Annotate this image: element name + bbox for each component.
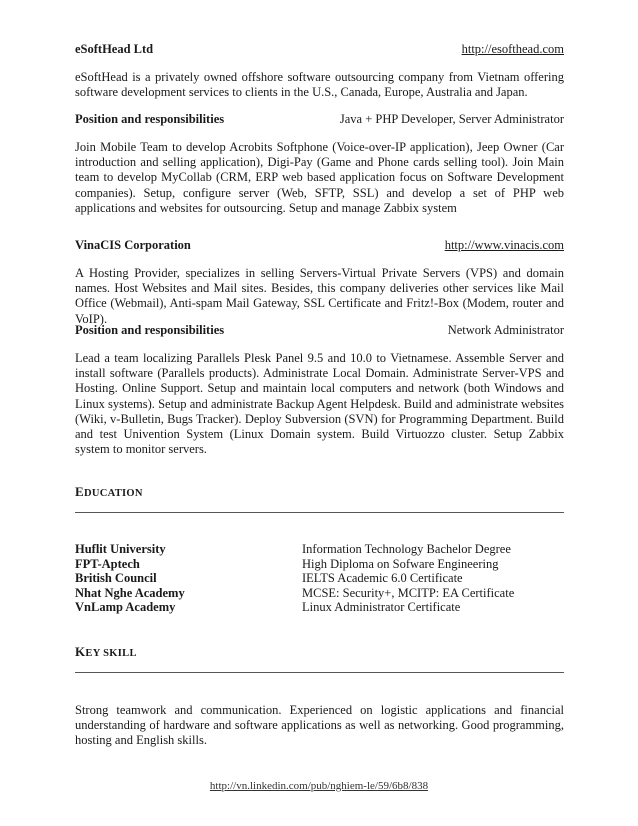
position-label: Position and responsibilities — [75, 112, 225, 126]
qualification: Linux Administrator Certificate — [302, 600, 461, 614]
company-description: A Hosting Provider, specializes in selling Servers-Virtual Private Servers (VPS) and domain names. Host Websites and Mail sites. Besides, this company deliveries other services like Mail Office (Webmail), Anti-spam Mail Gateway, SSL Certificate and Fritz!-Box (Modem, router and VoIP). — [75, 266, 564, 326]
footer — [0, 780, 638, 792]
company-name: VinaCIS Corporation — [75, 238, 191, 252]
qualification: High Diploma on Sofware Engineering — [302, 556, 499, 571]
section-title-initial: E — [75, 484, 84, 499]
section-title-rest: DUCATIO — [83, 488, 135, 499]
education-row — [75, 600, 514, 615]
company-description: eSoftHead is a privately owned offshore software outsourcing company from Vietnam offering software development services to clients in the U.S., Canada, Europe, Australia and Japan. — [75, 70, 564, 100]
education-row — [75, 557, 514, 572]
institution-name: VnLamp Academy — [75, 600, 176, 614]
section-title-initial: K — [75, 644, 86, 659]
education-row — [75, 571, 514, 586]
job-header-vinacis — [75, 238, 564, 253]
section-title-rest: EY SKILL — [85, 648, 137, 659]
position-row — [75, 112, 564, 127]
position-title: Network Administrator — [447, 323, 564, 337]
qualification: Information Technology Bachelor Degree — [302, 542, 511, 556]
responsibilities-text: Join Mobile Team to develop Acrobits Softphone (Voice-over-IP application), Jeep Owner (Car introduction and selling application), Digi-Pay (Game and Phone cards selling tool). Join Main team to develop MyCollab (CRM, ERP web based application focus on Software Development companies). Setup, configure server (Web, SFTP, SSL) and develop a set of PHP web applications and websites for outsourcing. Setup and manage Zabbix system — [75, 140, 564, 215]
company-link[interactable]: http://www.vinacis.com — [444, 238, 564, 252]
position-row — [75, 323, 564, 338]
position-label: Position and responsibilities — [75, 323, 225, 337]
responsibilities-text: Lead a team localizing Parallels Plesk Panel 9.5 and 10.0 to Vietnamese. Assemble Server and install software (Parallels products). Administrate Local Domain. Administrate Server-VPS and Hosting. Online Support. Setup and maintain local computers and network (both Windows and Linux systems). Setup and administrate Backup Agent Helpdesk. Build and administrate websites (Wiki, v-Bulletin, Bugs Tracker). Deploy Subversion (SVN) for Programming Department. Build and test Univention System (Linux Domain system. Build Virtuozzo cluster. Setup Zabbix system to monitor servers. — [75, 351, 564, 457]
section-divider — [75, 672, 564, 673]
company-name: eSoftHead Ltd — [75, 42, 154, 56]
position-title: Java + PHP Developer, Server Administrator — [339, 112, 564, 126]
qualification: MCSE: Security+, MCITP: EA Certificate — [302, 585, 515, 600]
section-title-key-skill — [75, 644, 137, 660]
qualification: IELTS Academic 6.0 Certificate — [302, 571, 463, 585]
section-title-education — [75, 484, 143, 500]
job-header-esofthead — [75, 42, 564, 57]
section-title-last: N — [134, 488, 143, 499]
education-row — [75, 542, 514, 557]
key-skill-text: Strong teamwork and communication. Experienced on logistic applications and financial understanding of hardware and software applications as well as networking. Good programming, hosting and English skills. — [75, 703, 564, 748]
section-divider — [75, 512, 564, 513]
institution-name: Huflit University — [75, 542, 166, 556]
education-row — [75, 586, 514, 601]
institution-name: FPT-Aptech — [75, 556, 140, 571]
footer-link[interactable]: http://vn.linkedin.com/pub/nghiem-le/59/6b8/838 — [209, 780, 429, 792]
education-table — [75, 542, 514, 615]
institution-name: British Council — [75, 571, 157, 585]
institution-name: Nhat Nghe Academy — [75, 585, 185, 600]
company-link[interactable]: http://esofthead.com — [461, 42, 564, 56]
